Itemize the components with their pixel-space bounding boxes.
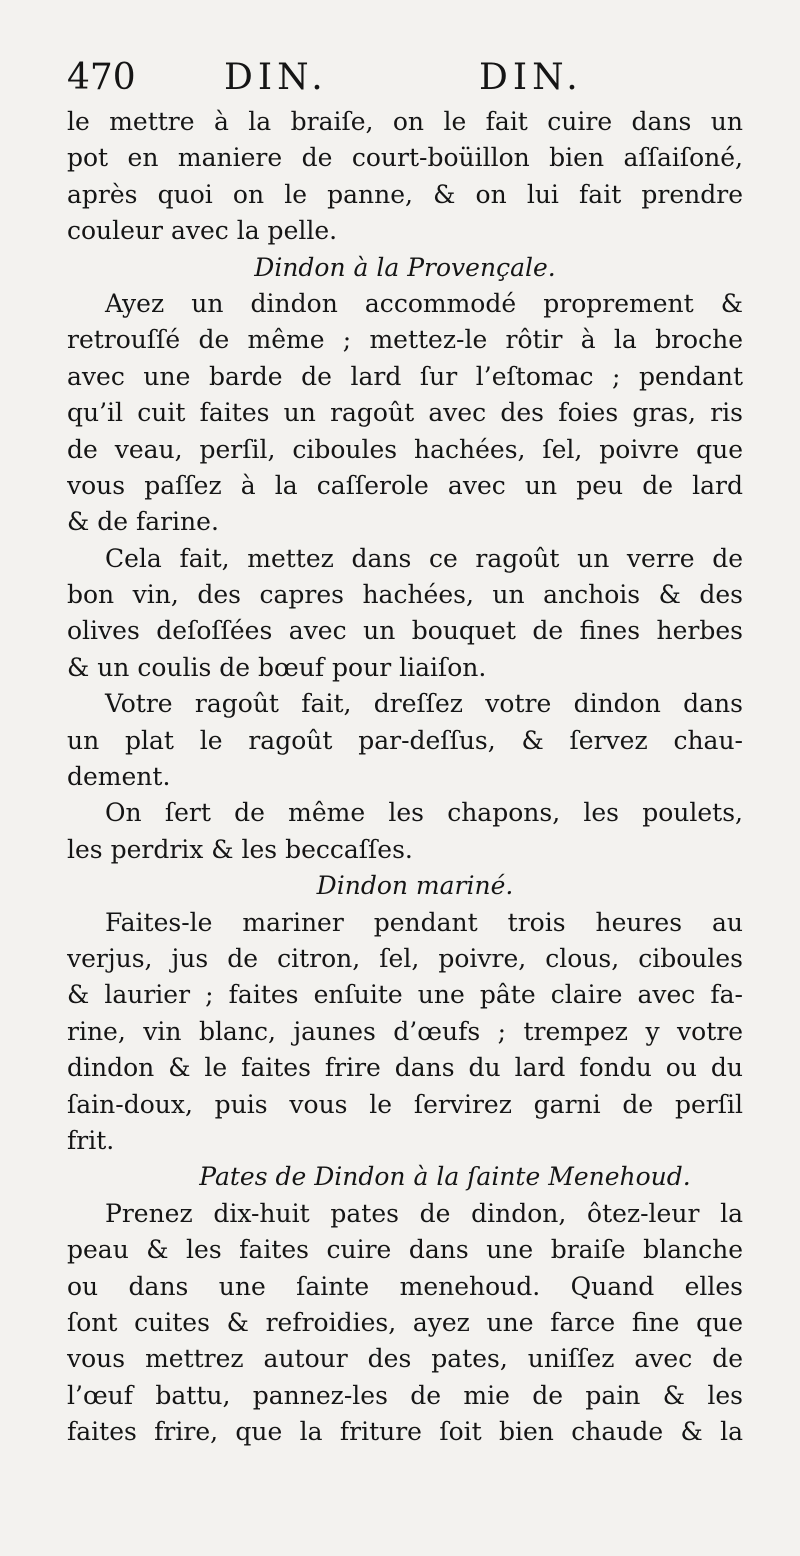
text-line: On ſert de même les chapons, les poulets, <box>105 798 743 828</box>
text-line: & de farine. <box>67 507 219 537</box>
text-block <box>67 104 743 1450</box>
text-line: olives deſoſſées avec un bouquet de fines herbes <box>67 616 743 646</box>
text-line: ſain-doux, puis vous le ſervirez garni de perſil <box>67 1089 743 1119</box>
text-line: les perdrix & les beccaſſes. <box>67 834 413 864</box>
text-line: verjus, jus de citron, ſel, poivre, clous, ciboules <box>67 943 743 973</box>
text-line: & un coulis de bœuf pour liaiſon. <box>67 652 487 682</box>
running-head <box>67 52 743 104</box>
text-line: Faites-le mariner pendant trois heures au <box>105 907 743 937</box>
text-line: Votre ragoût fait, dreſſez votre dindon dans <box>105 689 743 719</box>
text-line: vous mettrez autour des pates, uniſſez avec de <box>67 1344 743 1374</box>
text-line: dindon & le faites frire dans du lard fondu ou du <box>67 1053 743 1083</box>
text-line: rine, vin blanc, jaunes d’œufs ; trempez y votre <box>67 1016 743 1046</box>
text-line: couleur avec la pelle. <box>67 216 338 246</box>
text-line: vous paſſez à la caſſerole avec un peu de lard <box>67 470 743 500</box>
text-line: bon vin, des capres hachées, un anchois & des <box>67 580 743 610</box>
page-number: 470 <box>67 57 136 98</box>
text-line: avec une barde de lard ſur l’eſtomac ; pendant <box>67 361 743 391</box>
text-line: ſont cuites & refroidies, ayez une farce fine que <box>67 1307 743 1337</box>
section-heading: Pates de Dindon à la ſainte Menehoud. <box>199 1162 691 1192</box>
text-line: après quoi on le panne, & on lui fait prendre <box>67 179 743 209</box>
section-heading: Dindon mariné. <box>316 871 514 901</box>
section-heading: Dindon à la Provençale. <box>254 252 556 282</box>
text-line: de veau, perſil, ciboules hachées, ſel, poivre que <box>67 434 743 464</box>
text-line: Ayez un dindon accommodé proprement & <box>105 288 743 318</box>
text-line: frit. <box>67 1125 115 1155</box>
text-line: un plat le ragoût par-deſſus, & ſervez chau- <box>67 725 743 755</box>
text-line: l’œuf battu, pannez-les de mie de pain & les <box>67 1380 743 1410</box>
text-line: Cela fait, mettez dans ce ragoût un verre de <box>105 543 743 573</box>
text-column <box>67 52 743 1450</box>
text-line: pot en maniere de court-boüillon bien aſſaiſoné, <box>67 143 743 173</box>
text-line: ou dans une ſainte menehoud. Quand elles <box>67 1271 743 1301</box>
text-line: qu’il cuit faites un ragoût avec des foies gras, ris <box>67 398 743 428</box>
running-head-right: DIN. <box>479 57 583 98</box>
text-line: peau & les faites cuire dans une braiſe blanche <box>67 1235 743 1265</box>
text-line: faites frire, que la friture ſoit bien chaude & la <box>67 1417 743 1447</box>
text-line: le mettre à la braiſe, on le fait cuire dans un <box>67 107 743 136</box>
running-head-left: DIN. <box>224 57 328 98</box>
text-line: Prenez dix-huit pates de dindon, ôtez-leur la <box>105 1198 743 1228</box>
text-line: retrouſſé de même ; mettez-le rôtir à la broche <box>67 325 743 355</box>
text-line: dement. <box>67 762 171 792</box>
text-line: & laurier ; faites enſuite une pâte claire avec fa- <box>67 980 743 1010</box>
